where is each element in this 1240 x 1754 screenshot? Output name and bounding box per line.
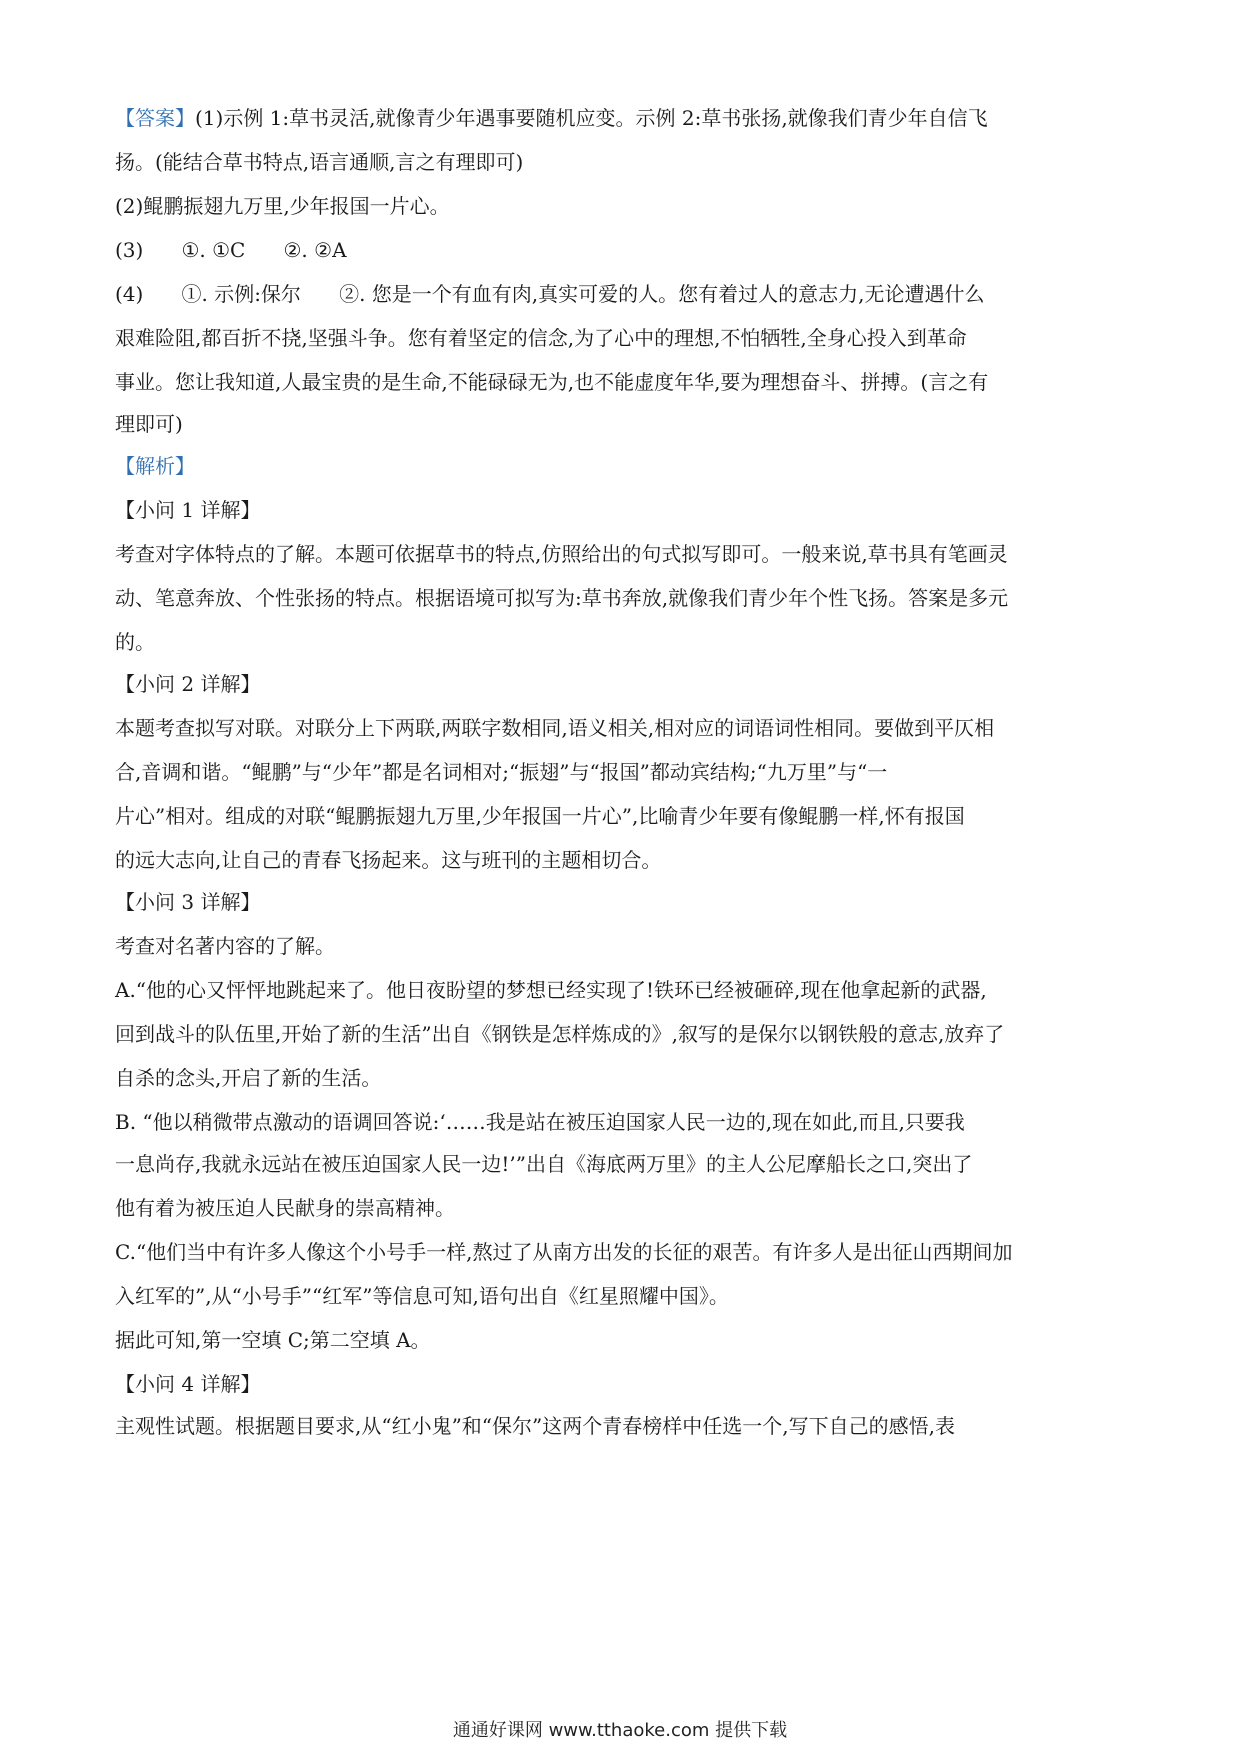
- line-text: 【小问 3 详解】: [115, 890, 261, 914]
- line-text: 据此可知,第一空填 C;第二空填 A。: [115, 1328, 431, 1352]
- text-line: [115, 1238, 1135, 1266]
- line-text: 艰难险阻,都百折不挠,坚强斗争。您有着坚定的信念,为了心中的理想,不怕牺牲,全身心投入到革命: [115, 326, 967, 350]
- text-line: [115, 932, 1135, 960]
- text-line: [115, 888, 1135, 916]
- line-text: A.“他的心又怦怦地跳起来了。他日夜盼望的梦想已经实现了!铁环已经被砸碎,现在他拿起新的武器,: [115, 978, 987, 1002]
- line-text: 主观性试题。根据题目要求,从“红小鬼”和“保尔”这两个青春榜样中任选一个,写下自己的感悟,表: [115, 1414, 955, 1438]
- line-text: 考查对名著内容的了解。: [115, 934, 335, 958]
- line-text: (4) ①. 示例:保尔 ②. 您是一个有血有肉,真实可爱的人。您有着过人的意志力,无论遭遇什么: [115, 282, 985, 306]
- text-line: [115, 452, 1135, 480]
- line-text: 【小问 1 详解】: [115, 498, 261, 522]
- line-text: 合,音调和谐。“鲲鹏”与“少年”都是名词相对;“振翅”与“报国”都动宾结构;“九万里”与“一: [115, 760, 888, 784]
- line-text: (2)鲲鹏振翅九万里,少年报国一片心。: [115, 194, 450, 218]
- text-line: [115, 846, 1135, 874]
- page-footer: 通通好课网 www.tthaoke.com 提供下载: [452, 1720, 788, 1741]
- text-line: [115, 1412, 1135, 1440]
- line-text: 【小问 4 详解】: [115, 1372, 261, 1396]
- text-line: [115, 1194, 1135, 1222]
- text-line: [115, 324, 1135, 352]
- text-line: [115, 368, 1135, 396]
- text-line: [115, 236, 1135, 264]
- text-line: [115, 584, 1135, 612]
- text-line: [115, 148, 1135, 176]
- line-text: 一息尚存,我就永远站在被压迫国家人民一边!’”出自《海底两万里》的主人公尼摩船长之口,突出了: [115, 1152, 973, 1176]
- text-line: [115, 1020, 1135, 1048]
- text-line: [115, 628, 1135, 656]
- text-line: [115, 976, 1135, 1004]
- line-text: 事业。您让我知道,人最宝贵的是生命,不能碌碌无为,也不能虚度年华,要为理想奋斗、拼搏。(言之有: [115, 370, 989, 394]
- line-text: B. “他以稍微带点激动的语调回答说:‘……我是站在被压迫国家人民一边的,现在如此,而且,只要我: [115, 1110, 965, 1134]
- line-text: 片心”相对。组成的对联“鲲鹏振翅九万里,少年报国一片心”,比喻青少年要有像鲲鹏一样,怀有报国: [115, 804, 965, 828]
- line-text: 他有着为被压迫人民献身的崇高精神。: [115, 1196, 455, 1220]
- text-line: [115, 1370, 1135, 1398]
- text-line: [115, 1326, 1135, 1354]
- text-line: [115, 714, 1135, 742]
- line-text: 自杀的念头,开启了新的生活。: [115, 1066, 382, 1090]
- line-text: 理即可): [115, 412, 183, 436]
- line-text: C.“他们当中有许多人像这个小号手一样,熬过了从南方出发的长征的艰苦。有许多人是出征山西期间加: [115, 1240, 1013, 1264]
- text-line: [115, 1064, 1135, 1092]
- line-text: 本题考查拟写对联。对联分上下两联,两联字数相同,语义相关,相对应的词语词性相同。要做到平仄相: [115, 716, 995, 740]
- line-text: 回到战斗的队伍里,开始了新的生活”出自《钢铁是怎样炼成的》,叙写的是保尔以钢铁般的意志,放弃了: [115, 1022, 1005, 1046]
- text-line: [115, 1150, 1135, 1178]
- section-tag: 【解析】: [115, 454, 195, 478]
- text-line: [115, 1108, 1135, 1136]
- text-line: [115, 410, 1135, 438]
- text-line: [115, 1282, 1135, 1310]
- text-line: [115, 496, 1135, 524]
- text-line: [115, 192, 1135, 220]
- text-line: [115, 758, 1135, 786]
- line-text: 【小问 2 详解】: [115, 672, 261, 696]
- section-tag: 【答案】: [115, 106, 195, 130]
- text-line: [115, 280, 1135, 308]
- line-text: 考查对字体特点的了解。本题可依据草书的特点,仿照给出的句式拟写即可。一般来说,草书具有笔画灵: [115, 542, 1008, 566]
- text-line: [115, 802, 1135, 830]
- line-text: 动、笔意奔放、个性张扬的特点。根据语境可拟写为:草书奔放,就像我们青少年个性飞扬。答案是多元: [115, 586, 1009, 610]
- line-text: (1)示例 1:草书灵活,就像青少年遇事要随机应变。示例 2:草书张扬,就像我们青少年自信飞: [195, 106, 988, 130]
- line-text: 扬。(能结合草书特点,语言通顺,言之有理即可): [115, 150, 524, 174]
- line-text: 的。: [115, 630, 155, 654]
- line-text: (3) ①. ①C ②. ②A: [115, 238, 347, 262]
- text-line: [115, 540, 1135, 568]
- line-text: 入红军的”,从“小号手”“红军”等信息可知,语句出自《红星照耀中国》。: [115, 1284, 729, 1308]
- line-text: 的远大志向,让自己的青春飞扬起来。这与班刊的主题相切合。: [115, 848, 662, 872]
- text-line: [115, 104, 1135, 132]
- text-line: [115, 670, 1135, 698]
